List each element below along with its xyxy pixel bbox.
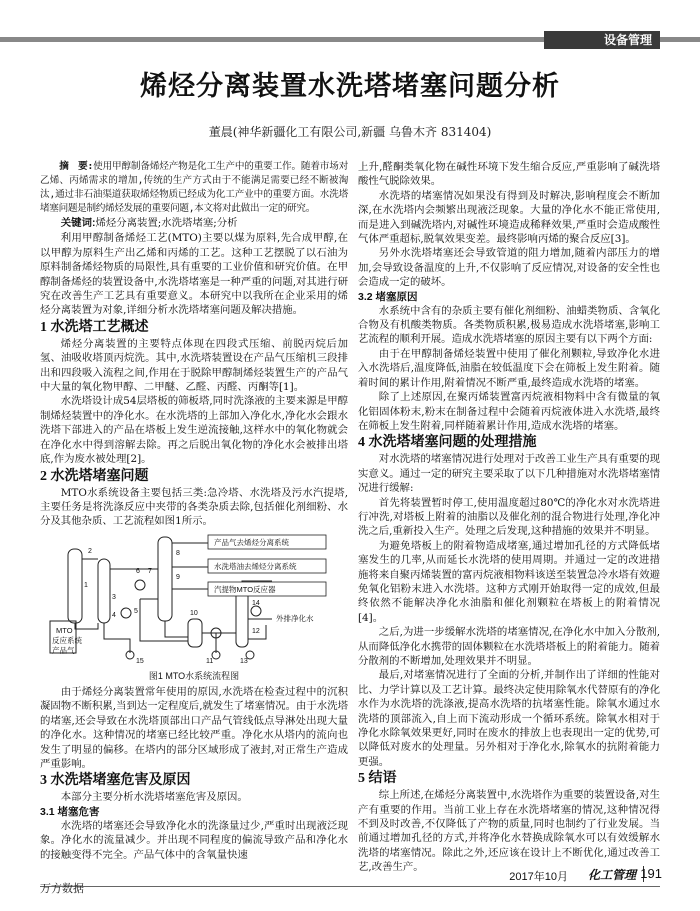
figure-number-14: 14 bbox=[252, 600, 260, 607]
figure-number-6: 6 bbox=[136, 568, 140, 575]
left-column-bottom bbox=[40, 685, 348, 862]
figure-label-5: MTO bbox=[56, 626, 73, 635]
footer-date: 2017年10月 bbox=[509, 871, 568, 883]
right-paragraph-4: 水系统中含有的杂质主要有催化剂细粉、油蜡类物质、含氧化合物及有机酸类物质。各类物质积累,极易造成水洗塔堵塞,影响工艺流程的顺利开展。造成水洗塔堵塞的原因主要有以下两个方面: bbox=[358, 304, 660, 346]
section-1-title: 1 水洗塔工艺概述 bbox=[40, 319, 149, 335]
section-2-paragraph-1: MTO水系统设备主要包括三类:急冷塔、水洗塔及污水汽提塔,主要任务是将洗涤反应中夹带的各类杂质去除,包括催化剂细粉、水分及其他杂质、工艺流程如图1所示。 bbox=[40, 486, 348, 528]
figure-number-4: 4 bbox=[112, 612, 116, 619]
figure-number-15: 15 bbox=[136, 658, 144, 665]
section-3-2-title: 3.2 堵塞原因 bbox=[358, 290, 418, 303]
keywords-label: 关键词: bbox=[60, 218, 96, 229]
figure-number-9: 9 bbox=[176, 574, 180, 581]
figure-number-11: 11 bbox=[206, 658, 214, 665]
right-paragraph-7: 对水洗塔的堵塞情况进行处理对于改善工业生产具有重要的现实意义。通过一定的研究主要采取了以下几种措施对水洗塔堵塞情况进行缓解: bbox=[358, 453, 660, 495]
tower-13 bbox=[236, 589, 248, 647]
section-1-paragraph-2: 水洗塔设计成54层塔板的筛板塔,同时洗涤液的主要来源是甲醇制烯烃装置中的净化水。在水洗塔的上部加入净化水,净化水会跟水洗塔下部进入的产品在塔板上发生逆流接触,这样水中的氧化物就会在净化水中得到溶解去除。再之后脱出氧化物的净化水会被排出塔底,作为废水被处理[2]。 bbox=[40, 395, 348, 466]
tower-2 bbox=[98, 559, 110, 623]
figure-number-1: 1 bbox=[84, 582, 88, 589]
figure-number-3: 3 bbox=[112, 594, 116, 601]
abstract bbox=[40, 160, 348, 216]
figure-label-2: 水洗塔油去烯烃分离系统 bbox=[214, 562, 297, 571]
right-paragraph-8: 首先将装置暂时停工,使用温度超过80℃的净化水对水洗塔进行冲洗,对塔板上附着的油脂以及催化剂的混合物进行处理,净化冲洗之后,重新投入生产。处理之后发现,这种措施的效果并不明显。 bbox=[358, 496, 660, 538]
vessel-10 bbox=[188, 619, 202, 647]
section-3-intro: 本部分主要分析水洗塔堵塞危害及原因。 bbox=[60, 791, 248, 804]
figure-number-2: 2 bbox=[88, 548, 92, 555]
article-author: 董晨(神华新疆化工有限公司,新疆 乌鲁木齐 831404) bbox=[208, 125, 492, 139]
figure-number-13: 13 bbox=[240, 658, 248, 665]
figure-mto-water-system bbox=[40, 529, 348, 667]
right-paragraph-11: 最后,对堵塞情况进行了全面的分析,并制作出了详细的性能对比、力学计算以及工艺计算。最终决定使用除氧水代替原有的净化水作为水洗塔的洗涤液,提高水洗塔的抗堵塞性能。除氧水通过水洗塔的顶部流入,自上而下流动形成一个循环系统。除氧水相对于净化水除氧效果更好,同时在废水的排放上也表现出一定的优势,可以降低对废水的处理量。另外相对于净化水,除氧水的抗附着能力更强。 bbox=[358, 669, 660, 768]
abstract-label: 摘 要: bbox=[59, 161, 93, 172]
section-4-title: 4 水洗塔堵塞问题的处理措施 bbox=[358, 435, 537, 451]
abstract-text: 使用甲醇制备烯烃产物是化工生产中的重要工作。随着市场对乙烯、丙烯需求的增加,传统的生产方式由于不能满足需要已经不断被淘汰,通过非石油渠道获取烯烃物质已经成为化工产业中的重要方面。水洗塔堵塞问题是制约烯烃发展的重要问题,本文将对此做出一定的研究。 bbox=[40, 161, 348, 214]
figure-number-8: 8 bbox=[176, 550, 180, 557]
figure-number-12: 12 bbox=[252, 628, 260, 635]
right-column bbox=[358, 160, 660, 875]
figure-label-3: 汽提物MTO反应器 bbox=[214, 585, 276, 594]
right-paragraph-1: 上升,醛酮类氧化物在碱性环境下发生缩合反应,严重影响了碱洗塔酸性气脱除效果。 bbox=[358, 161, 660, 188]
figure-number-5: 5 bbox=[134, 608, 138, 615]
section-2-paragraph-2: 由于烯烃分离装置常年使用的原因,水洗塔在检查过程中的沉积凝固物不断积累,当到达一定程度后,就发生了堵塞情况。由于水洗塔的堵塞,还会导致在水洗塔顶部出口产品气管线低点导淋处出现大量的净化水。这种情况的堵塞已经比较严重。净化水从塔内的流向也发生了明显的偏移。在塔内的部分区域形成了液封,对正常生产造成严重影响。 bbox=[40, 686, 348, 771]
footer-rule bbox=[40, 886, 660, 887]
figure-label-1: 产品气去烯烃分离系统 bbox=[214, 538, 289, 547]
right-paragraph-10: 之后,为进一步缓解水洗塔的堵塞情况,在净化水中加入分散剂,从而降低净化水携带的固体颗粒在水洗塔塔板上的附着能力。随着分散剂的不断增加,处理效果并不明显。 bbox=[358, 626, 660, 667]
section-3-1-title: 3.1 堵塞危害 bbox=[40, 805, 100, 818]
section-tag: 设备管理 bbox=[544, 31, 660, 49]
right-paragraph-12: 综上所述,在烯烃分离装置中,水洗塔作为重要的装置设备,对生产有重要的作用。当前工业上存在水洗塔堵塞的情况,这种情况得不到及时改善,不仅降低了产物的质量,同时也制约了行业发展。当前通过增加孔径的方式,并将净化水替换成除氧水可以有效缓解水洗塔的堵塞情况。除此之外,还应该在设计上不断优化,通过改善工艺,改善生产。 bbox=[358, 789, 660, 874]
figure-label-4: 外排净化水 bbox=[276, 614, 314, 623]
figure-caption: 图1 MTO水系统流程图 bbox=[148, 671, 240, 681]
figure-label-7: 产品气 bbox=[52, 646, 75, 655]
intro-paragraph: 利用甲醇制备烯烃工艺(MTO)主要以煤为原料,先合成甲醇,在以甲醇为原料生产出乙烯和丙烯的工艺。这种工艺摆脱了以石油为原料制备烯烃物质的局限性,具有重要的工业价值和研究价值。在甲醇制备烯烃的装置设备中,水洗塔堵塞是一种严重的问题,对其进行研究在改善生产工艺具有重要意义。本研究中以我所在企业采用的烯烃分离装置为对象,详细分析水洗塔堵塞问题及解决措施。 bbox=[40, 232, 348, 317]
figure-number-7: 7 bbox=[148, 568, 152, 575]
keywords-text: 烯烃分离装置;水洗塔堵塞;分析 bbox=[95, 217, 238, 229]
footer-magazine: 化工管理 bbox=[587, 868, 636, 882]
tower-wash bbox=[158, 537, 172, 621]
section-3-1-paragraph: 水洗塔的堵塞还会导致净化水的洗涤量过少,严重时出现液泛现象。净化水的流量减少。并出现不同程度的偏流导致产品和净化水的接触变得不完全。产品气体中的含氧量快速 bbox=[40, 819, 348, 861]
section-5-title: 5 结语 bbox=[358, 771, 397, 787]
watermark: 万方数据 bbox=[40, 883, 84, 895]
right-paragraph-9: 为避免塔板上的附着物造成堵塞,通过增加孔径的方式降低堵塞发生的几率,从而延长水洗塔的使用周期。并通过一定的改进措施将来自聚丙烯装置的富丙烷液相物料该送至装置急冷水塔有效避免氧化铝粉末进入水洗塔。这种方式刚开始取得一定的成效,但最终依然不能解决净化水油脂和催化剂颗粒在塔板上的附着情况[4]。 bbox=[358, 539, 660, 624]
tower-1 bbox=[68, 549, 82, 623]
left-column-top bbox=[40, 160, 348, 529]
section-1-paragraph-1: 烯烃分离装置的主要特点体现在四段式压缩、前脱丙烷后加氢、油吸收塔顶丙烷洗。其中,水洗塔装置设在产品气压缩机三段排出和四段吸入流程之间,作用在于脱除甲醇制烯烃装置生产的产品气中大量的氧化物甲醇、二甲醚、乙醛、丙醛、丙酮等[1]。 bbox=[40, 337, 348, 394]
section-3-title: 3 水洗塔堵塞危害及原因 bbox=[40, 773, 191, 789]
section-2-title: 2 水洗塔堵塞问题 bbox=[40, 468, 149, 484]
page-number: 191 bbox=[640, 866, 662, 881]
figure-label-6: 反应系统 bbox=[52, 636, 82, 645]
right-paragraph-6: 除了上述原因,在聚丙烯装置富丙烷液相物料中含有微量的氧化铝固体粉末,粉末在制备过程中会随着丙烷液体进入水洗塔,最终在筛板上发生附着,同样随着累计作用,造成水洗塔的堵塞。 bbox=[358, 391, 660, 432]
right-paragraph-3: 另外水洗塔堵塞还会导致管道的阻力增加,随着内部压力的增加,会导致设备温度的上升,不仅影响了反应情况,对设备的安全性也会造成一定的破坏。 bbox=[358, 247, 660, 289]
keywords bbox=[40, 216, 348, 231]
right-paragraph-2: 水洗塔的堵塞情况如果没有得到及时解决,影响程度会不断加深,在水洗塔内会频繁出现液泛现象。大量的净化水不能正常使用,而是进入到碱洗塔内,对碱性环境造成稀释效果,严重时会造成酸性气体严重超标,脱氧效果变差。最终影响丙烯的聚合反应[3]。 bbox=[358, 189, 660, 246]
article-title: 烯烃分离装置水洗塔堵塞问题分析 bbox=[140, 71, 560, 101]
right-paragraph-5: 由于在甲醇制备烯烃装置中使用了催化剂颗粒,导致净化水进入水洗塔后,温度降低,油脂在较低温度下会在筛板上发生附着。随着时间的累计作用,附着情况不断严重,最终造成水洗塔的堵塞。 bbox=[358, 347, 660, 389]
figure-number-10: 10 bbox=[190, 610, 198, 617]
